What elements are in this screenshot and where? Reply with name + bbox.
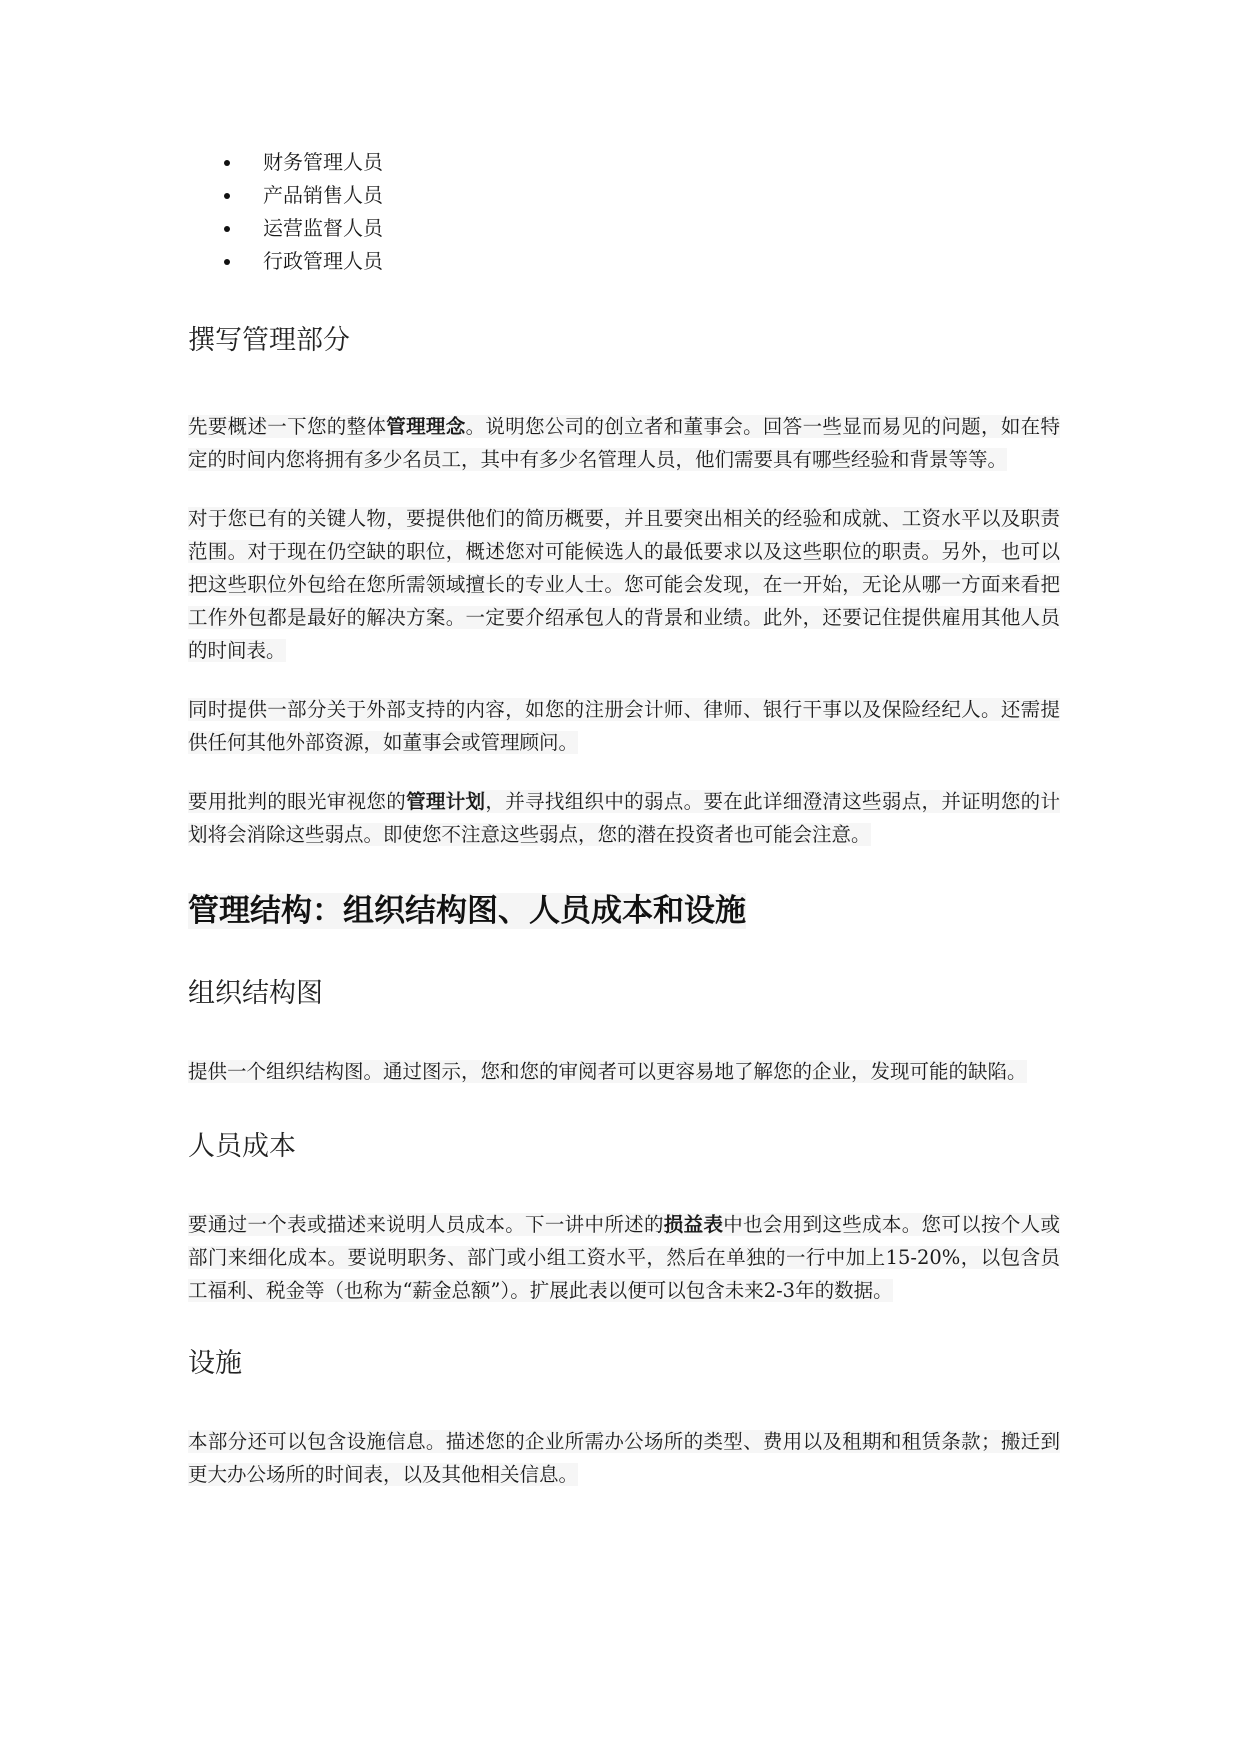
heading-text: 管理结构：组织结构图、人员成本和设施 [188, 893, 746, 929]
list-item [188, 245, 1060, 278]
bullet-icon [224, 160, 230, 166]
list-item [188, 179, 1060, 212]
list-item-text: 运营监督人员 [263, 216, 383, 240]
management-concept-term: 管理理念 [386, 415, 466, 438]
management-plan-term: 管理计划 [406, 790, 486, 813]
document-content [188, 146, 1060, 1491]
paragraph-text: 中也会用到这些成本。您可以按个人或部门来细化成本。要说明职务、部门或小组工资水平，然后在单独的一行中加上15-20%，以包含员工福利、税金等（也称为“薪金总额”）。扩展此表以便可以包含未来2-3年的数据。 [188, 1213, 1060, 1302]
list-item [188, 146, 1060, 179]
paragraph-text: 本部分还可以包含设施信息。描述您的企业所需办公场所的类型、费用以及租期和租赁条款；搬迁到更大办公场所的时间表，以及其他相关信息。 [188, 1430, 1060, 1486]
list-item-text: 财务管理人员 [263, 150, 383, 174]
bullet-icon [224, 226, 230, 232]
paragraph-text: 提供一个组织结构图。通过图示，您和您的审阅者可以更容易地了解您的企业，发现可能的缺陷。 [188, 1060, 1027, 1083]
paragraph-text: 同时提供一部分关于外部支持的内容，如您的注册会计师、律师、银行干事以及保险经纪人。还需提供任何其他外部资源，如董事会或管理顾问。 [188, 698, 1060, 754]
management-plan-paragraph [188, 785, 1060, 851]
staff-list [188, 146, 1060, 278]
paragraph-text: 对于您已有的关键人物，要提供他们的简历概要，并且要突出相关的经验和成就、工资水平以及职责范围。对于现在仍空缺的职位，概述您对可能候选人的最低要求以及这些职位的职责。另外，也可以把这些职位外包给在您所需领域擅长的专业人士。您可能会发现，在一开始，无论从哪一方面来看把工作外包都是最好的解决方案。一定要介绍承包人的背景和业绩。此外，还要记住提供雇用其他人员的时间表。 [188, 507, 1060, 662]
list-item-text: 行政管理人员 [263, 249, 383, 273]
external-support-paragraph [188, 693, 1060, 759]
paragraph-text: ，并寻找组织中的弱点。要在此详细澄清这些弱点，并证明您的计划将会消除这些弱点。即使您不注意这些弱点，您的潜在投资者也可能会注意。 [188, 790, 1060, 846]
list-item-text: 产品销售人员 [263, 183, 383, 207]
bullet-icon [224, 259, 230, 265]
staff-cost-heading: 人员成本 [188, 1131, 296, 1162]
income-statement-term: 损益表 [663, 1213, 724, 1236]
key-people-paragraph [188, 502, 1060, 667]
facilities-heading: 设施 [188, 1348, 242, 1379]
paragraph-text: 要通过一个表或描述来说明人员成本。下一讲中所述的 [188, 1213, 664, 1236]
org-chart-paragraph [188, 1055, 1060, 1088]
bullet-icon [224, 193, 230, 199]
paragraph-text: 先要概述一下您的整体 [188, 415, 387, 438]
list-item [188, 212, 1060, 245]
staff-cost-paragraph [188, 1208, 1060, 1307]
management-concept-paragraph [188, 410, 1060, 476]
paragraph-text: 要用批判的眼光审视您的 [188, 790, 407, 813]
structure-section-heading [188, 889, 1060, 933]
paragraph-text: 。说明您公司的创立者和董事会。回答一些显而易见的问题，如在特定的时间内您将拥有多少名员工，其中有多少名管理人员，他们需要具有哪些经验和背景等等。 [188, 415, 1060, 471]
writing-section-heading: 撰写管理部分 [188, 325, 350, 356]
org-chart-heading: 组织结构图 [188, 978, 323, 1009]
facilities-paragraph [188, 1425, 1060, 1491]
